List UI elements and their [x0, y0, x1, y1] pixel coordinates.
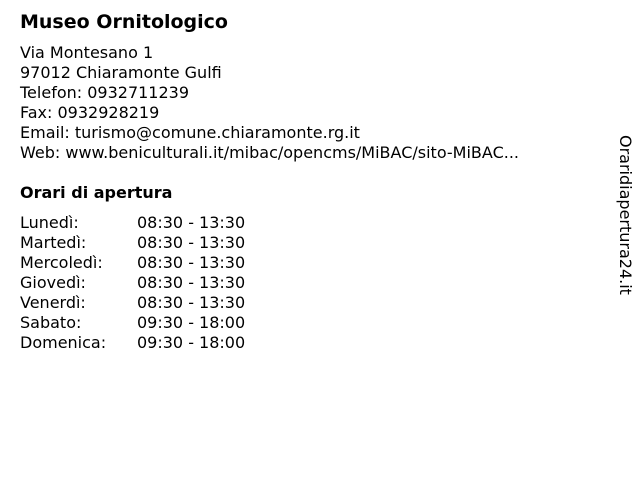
hours-time: 08:30 - 13:30 — [137, 293, 246, 312]
email-line: Email: turismo@comune.chiaramonte.rg.it — [20, 123, 360, 142]
place-title: Museo Ornitologico — [20, 11, 228, 33]
hours-day: Venerdì: — [20, 293, 86, 312]
address-line-1: Via Montesano 1 — [20, 43, 154, 62]
phone-line: Telefon: 0932711239 — [20, 83, 190, 102]
hours-time: 09:30 - 18:00 — [137, 313, 246, 332]
hours-day: Sabato: — [20, 313, 82, 332]
hours-day: Domenica: — [20, 333, 107, 352]
fax-line: Fax: 0932928219 — [20, 103, 160, 122]
hours-day: Mercoledì: — [20, 253, 103, 272]
hours-time: 08:30 - 13:30 — [137, 213, 246, 232]
hours-day: Giovedì: — [20, 273, 86, 292]
place-info — [20, 43, 519, 163]
hours-day: Martedì: — [20, 233, 87, 252]
web-line: Web: www.beniculturali.it/mibac/opencms/MiBAC/sito-MiBAC... — [20, 143, 519, 162]
hours-time: 08:30 - 13:30 — [137, 273, 246, 292]
hours-time: 09:30 - 18:00 — [137, 333, 246, 352]
site-watermark: Oraridiapertura24.it — [616, 135, 635, 295]
address-line-2: 97012 Chiaramonte Gulfi — [20, 63, 222, 82]
opening-hours-heading: Orari di apertura — [20, 183, 173, 202]
hours-time: 08:30 - 13:30 — [137, 253, 246, 272]
hours-day: Lunedì: — [20, 213, 79, 232]
hours-time: 08:30 - 13:30 — [137, 233, 246, 252]
